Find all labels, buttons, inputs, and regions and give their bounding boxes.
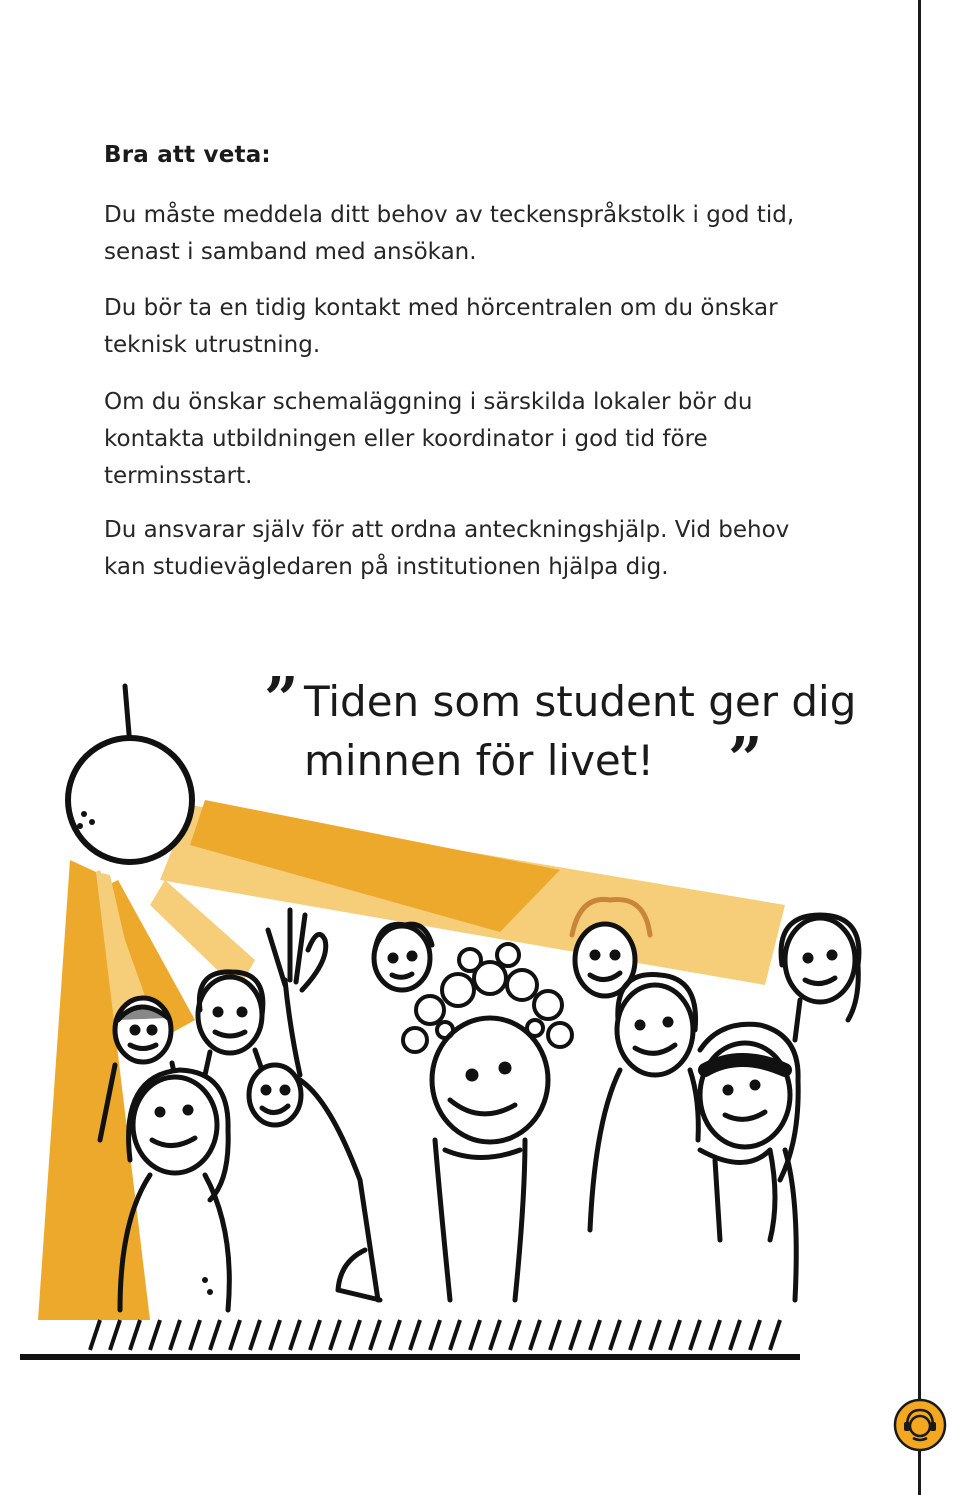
person [590, 975, 698, 1230]
info-paragraph-interpreter: Du måste meddela ditt behov av teckenspråkstolk i god tid, senast i samband med ansökan. [104, 202, 795, 265]
person [700, 1024, 798, 1300]
person [198, 972, 263, 1075]
person [249, 1065, 301, 1125]
disco-ball [68, 686, 192, 862]
quote-open-mark: ” [264, 665, 299, 735]
section-heading: Bra att veta: [104, 142, 271, 168]
hearing-headset-icon [893, 1398, 947, 1452]
info-paragraph-hearing-center: Du bör ta en tidig kontakt med hörcentralen om du önskar teknisk utrustning. [104, 295, 778, 358]
pull-quote: Tiden som student ger dig minnen för livet! [304, 677, 857, 785]
person [781, 915, 859, 1040]
person [374, 924, 432, 990]
person [403, 944, 572, 1300]
info-paragraph-scheduling: Om du önskar schemaläggning i särskilda lokaler bör du kontakta utbildningen eller koordinator i god tid före terminsstart. [104, 389, 753, 489]
info-paragraph-note-taking: Du ansvarar själv för att ordna anteckningshjälp. Vid behov kan studievägledaren på institutionen hjälpa dig. [104, 517, 790, 580]
quote-close-mark: ” [728, 725, 763, 795]
floor-hatching [20, 1320, 800, 1357]
